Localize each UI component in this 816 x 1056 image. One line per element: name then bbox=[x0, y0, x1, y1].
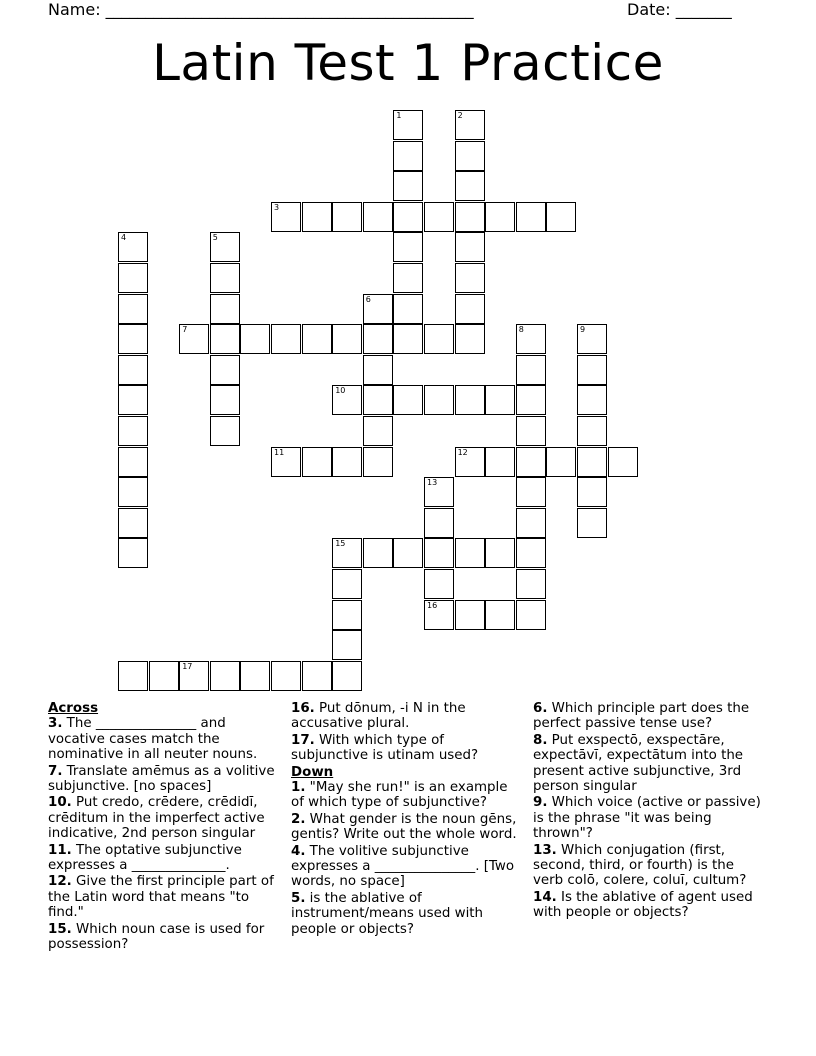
clue-item-number: 5. bbox=[291, 890, 306, 906]
crossword-cell[interactable] bbox=[608, 447, 638, 477]
clue-item bbox=[291, 733, 521, 764]
clue-item bbox=[291, 701, 521, 732]
crossword-cell[interactable] bbox=[424, 538, 454, 568]
crossword-cell[interactable] bbox=[332, 324, 362, 354]
crossword-cell[interactable] bbox=[393, 294, 423, 324]
crossword-cell[interactable] bbox=[516, 447, 546, 477]
crossword-cell[interactable] bbox=[485, 538, 515, 568]
crossword-cell[interactable] bbox=[393, 110, 423, 140]
clue-number: 8 bbox=[518, 325, 524, 335]
date-line[interactable]: Date: _______ bbox=[627, 0, 732, 19]
crossword-cell[interactable] bbox=[363, 385, 393, 415]
crossword-cell[interactable] bbox=[577, 477, 607, 507]
clue-item-text: The volitive subjunctive expresses a _______________. [Two words, no space] bbox=[291, 843, 515, 890]
crossword-cell[interactable] bbox=[393, 385, 423, 415]
crossword-cell[interactable] bbox=[363, 416, 393, 446]
crossword-cell[interactable] bbox=[516, 416, 546, 446]
clue-item-number: 11. bbox=[48, 842, 72, 858]
crossword-cell[interactable] bbox=[240, 324, 270, 354]
page-title: Latin Test 1 Practice bbox=[152, 34, 664, 92]
clue-number: 17 bbox=[182, 661, 193, 671]
crossword-cell[interactable] bbox=[455, 202, 485, 232]
clue-item-text: The optative subjunctive expresses a ______________. bbox=[48, 842, 242, 874]
crossword-cell[interactable] bbox=[118, 385, 148, 415]
clue-item bbox=[48, 922, 278, 953]
crossword-cell[interactable] bbox=[393, 171, 423, 201]
crossword-cell[interactable] bbox=[485, 600, 515, 630]
crossword-cell[interactable] bbox=[546, 447, 576, 477]
clue-item-text: Which voice (active or passive) is the phrase "it was being thrown"? bbox=[533, 795, 761, 842]
crossword-cell[interactable] bbox=[302, 661, 332, 691]
clue-item-text: is the ablative of instrument/means used with people or objects? bbox=[291, 890, 484, 937]
crossword-cell[interactable] bbox=[424, 324, 454, 354]
clue-number: 11 bbox=[274, 447, 285, 457]
clue-item-number: 4. bbox=[291, 843, 306, 859]
crossword-cell[interactable] bbox=[332, 538, 362, 568]
clue-number: 1 bbox=[396, 111, 402, 120]
crossword-cell[interactable] bbox=[393, 263, 423, 293]
crossword-cell[interactable] bbox=[455, 263, 485, 293]
crossword-cell[interactable] bbox=[118, 477, 148, 507]
clue-item bbox=[533, 795, 765, 841]
crossword-cell[interactable] bbox=[455, 171, 485, 201]
crossword-cell[interactable] bbox=[516, 202, 546, 232]
crossword-cell[interactable] bbox=[271, 661, 301, 691]
across-heading: Across bbox=[48, 701, 99, 716]
clue-item-text: Put exspectō, exspectāre, expectāvī, expectātum into the present active subjunctive, 3rd person singular bbox=[533, 732, 744, 795]
crossword-cell[interactable] bbox=[363, 447, 393, 477]
crossword-cell[interactable] bbox=[485, 385, 515, 415]
crossword-cell[interactable] bbox=[424, 385, 454, 415]
crossword-cell[interactable] bbox=[118, 263, 148, 293]
crossword-cell[interactable] bbox=[302, 324, 332, 354]
clue-item-number: 16. bbox=[291, 701, 315, 716]
down-heading: Down bbox=[291, 764, 334, 780]
clue-number: 4 bbox=[121, 233, 127, 243]
clue-item-text: Which principle part does the perfect passive tense use? bbox=[533, 701, 750, 732]
crossword-cell[interactable] bbox=[424, 569, 454, 599]
crossword-cell[interactable] bbox=[455, 232, 485, 262]
clue-item-text: Which conjugation (first, second, third, or fourth) is the verb colō, colere, coluī, cultum? bbox=[533, 842, 747, 889]
crossword-cell[interactable] bbox=[393, 324, 423, 354]
crossword-cell[interactable] bbox=[516, 569, 546, 599]
crossword-cell[interactable] bbox=[363, 538, 393, 568]
crossword-cell[interactable] bbox=[516, 324, 546, 354]
crossword-cell[interactable] bbox=[332, 385, 362, 415]
clue-item-text: The _______________ and vocative cases match the nominative in all neuter nouns. bbox=[48, 716, 258, 763]
crossword-cell[interactable] bbox=[332, 569, 362, 599]
clue-item-text: Give the first principle part of the Latin word that means "to find." bbox=[48, 874, 274, 921]
clue-item-number: 13. bbox=[533, 842, 557, 858]
crossword-cell[interactable] bbox=[210, 324, 240, 354]
crossword-cell[interactable] bbox=[149, 661, 179, 691]
clue-item-text: "May she run!" is an example of which type of subjunctive? bbox=[291, 780, 508, 811]
crossword-cell[interactable] bbox=[118, 661, 148, 691]
clue-item bbox=[48, 764, 278, 795]
clue-item-number: 12. bbox=[48, 874, 72, 890]
clue-item bbox=[48, 716, 278, 762]
crossword-cell[interactable] bbox=[577, 355, 607, 385]
clue-item bbox=[533, 733, 765, 795]
crossword-cell[interactable] bbox=[546, 202, 576, 232]
crossword-cell[interactable] bbox=[271, 202, 301, 232]
crossword-cell[interactable] bbox=[118, 355, 148, 385]
crossword-cell[interactable] bbox=[271, 324, 301, 354]
crossword-cell[interactable] bbox=[516, 385, 546, 415]
crossword-cell[interactable] bbox=[424, 477, 454, 507]
crossword-cell[interactable] bbox=[118, 508, 148, 538]
crossword-cell[interactable] bbox=[271, 447, 301, 477]
across-clue-list-continued bbox=[291, 701, 521, 764]
crossword-cell[interactable] bbox=[118, 538, 148, 568]
crossword-cell[interactable] bbox=[210, 385, 240, 415]
crossword-cell[interactable] bbox=[393, 202, 423, 232]
crossword-cell[interactable] bbox=[516, 355, 546, 385]
clue-item-number: 6. bbox=[533, 701, 548, 716]
down-clue-list-continued bbox=[533, 701, 765, 921]
crossword-cell[interactable] bbox=[118, 324, 148, 354]
crossword-cell[interactable] bbox=[363, 202, 393, 232]
crossword-cell[interactable] bbox=[363, 294, 393, 324]
crossword-cell[interactable] bbox=[455, 538, 485, 568]
crossword-cell[interactable] bbox=[179, 661, 209, 691]
crossword-cell[interactable] bbox=[210, 355, 240, 385]
crossword-cell[interactable] bbox=[577, 385, 607, 415]
clue-item-number: 7. bbox=[48, 763, 63, 779]
clue-number: 2 bbox=[457, 111, 463, 120]
clue-item bbox=[48, 874, 278, 920]
crossword-cell[interactable] bbox=[516, 600, 546, 630]
clue-item-number: 2. bbox=[291, 811, 306, 827]
clue-number: 13 bbox=[427, 478, 438, 488]
clue-item-number: 10. bbox=[48, 795, 72, 811]
crossword-cell[interactable] bbox=[577, 416, 607, 446]
crossword-cell[interactable] bbox=[179, 324, 209, 354]
clue-number: 7 bbox=[182, 325, 188, 335]
crossword-cell[interactable] bbox=[577, 508, 607, 538]
down-clue-list bbox=[291, 780, 521, 937]
clue-item-text: Put credo, crēdere, crēdidī, crēditum in the imperfect active indicative, 2nd person singular bbox=[48, 795, 265, 842]
clue-number: 5 bbox=[212, 233, 218, 243]
clue-item-number: 15. bbox=[48, 921, 72, 937]
clues-column-2 bbox=[291, 701, 521, 938]
clues-column-1 bbox=[48, 701, 278, 954]
crossword-cell[interactable] bbox=[118, 447, 148, 477]
crossword-cell[interactable] bbox=[424, 600, 454, 630]
clue-item-text: Put dōnum, -i N in the accusative plural. bbox=[291, 701, 466, 732]
crossword-cell[interactable] bbox=[210, 661, 240, 691]
crossword-cell[interactable] bbox=[455, 385, 485, 415]
crossword-cell[interactable] bbox=[485, 447, 515, 477]
crossword-cell[interactable] bbox=[210, 232, 240, 262]
crossword-cell[interactable] bbox=[118, 416, 148, 446]
crossword-cell[interactable] bbox=[393, 232, 423, 262]
clue-number: 16 bbox=[427, 600, 438, 610]
clue-item-text: With which type of subjunctive is utinam used? bbox=[291, 732, 479, 764]
clue-item-number: 3. bbox=[48, 716, 63, 732]
clue-number: 12 bbox=[457, 447, 468, 457]
clue-item bbox=[48, 843, 278, 874]
clue-number: 10 bbox=[335, 386, 346, 396]
crossword-cell[interactable] bbox=[332, 661, 362, 691]
clue-item-text: What gender is the noun gēns, gentis? Write out the whole word. bbox=[291, 811, 517, 843]
clue-item bbox=[48, 795, 278, 841]
clue-item-text: Is the ablative of agent used with people or objects? bbox=[533, 889, 753, 921]
crossword-cell[interactable] bbox=[118, 232, 148, 262]
clue-number: 3 bbox=[274, 202, 280, 212]
crossword-cell[interactable] bbox=[393, 538, 423, 568]
crossword-cell[interactable] bbox=[393, 141, 423, 171]
clue-item-text: Which noun case is used for possession? bbox=[48, 921, 265, 953]
crossword-cell[interactable] bbox=[363, 324, 393, 354]
crossword-cell[interactable] bbox=[455, 110, 485, 140]
crossword-cell[interactable] bbox=[240, 661, 270, 691]
name-line[interactable]: Name: ______________________________________________ bbox=[48, 0, 474, 19]
crossword-cell[interactable] bbox=[332, 600, 362, 630]
clue-item-text: Translate amēmus as a volitive subjunctive. [no spaces] bbox=[48, 763, 275, 795]
clue-item-number: 1. bbox=[291, 780, 306, 796]
clues-column-3 bbox=[533, 701, 765, 922]
across-clue-list bbox=[48, 716, 278, 952]
crossword-cell[interactable] bbox=[210, 263, 240, 293]
crossword-cell[interactable] bbox=[485, 202, 515, 232]
crossword-cell[interactable] bbox=[332, 447, 362, 477]
crossword-cell[interactable] bbox=[332, 202, 362, 232]
crossword-cell[interactable] bbox=[424, 508, 454, 538]
clue-item-number: 14. bbox=[533, 889, 557, 905]
clue-item-number: 9. bbox=[533, 795, 548, 811]
clue-item bbox=[291, 891, 521, 937]
crossword-cell[interactable] bbox=[516, 508, 546, 538]
crossword-cell[interactable] bbox=[455, 447, 485, 477]
crossword-cell[interactable] bbox=[577, 324, 607, 354]
clue-item bbox=[291, 780, 521, 811]
crossword-cell[interactable] bbox=[577, 447, 607, 477]
crossword-cell[interactable] bbox=[302, 447, 332, 477]
crossword-cell[interactable] bbox=[455, 141, 485, 171]
crossword-cell[interactable] bbox=[455, 294, 485, 324]
clue-item bbox=[533, 890, 765, 921]
crossword-cell[interactable] bbox=[516, 477, 546, 507]
crossword-cell[interactable] bbox=[332, 630, 362, 660]
clue-item bbox=[291, 812, 521, 843]
clue-number: 6 bbox=[365, 294, 371, 304]
crossword-cell[interactable] bbox=[118, 294, 148, 324]
clue-number: 15 bbox=[335, 539, 346, 549]
crossword-cell[interactable] bbox=[210, 294, 240, 324]
clue-number: 9 bbox=[580, 325, 586, 335]
crossword-cell[interactable] bbox=[455, 600, 485, 630]
crossword-cell[interactable] bbox=[516, 538, 546, 568]
crossword-cell[interactable] bbox=[210, 416, 240, 446]
clue-item-number: 17. bbox=[291, 732, 315, 748]
clue-item bbox=[533, 701, 765, 732]
clue-item-number: 8. bbox=[533, 732, 548, 748]
crossword-cell[interactable] bbox=[424, 202, 454, 232]
crossword-cell[interactable] bbox=[363, 355, 393, 385]
clue-item bbox=[291, 844, 521, 890]
clue-item bbox=[533, 843, 765, 889]
crossword-cell[interactable] bbox=[455, 324, 485, 354]
crossword-cell[interactable] bbox=[302, 202, 332, 232]
